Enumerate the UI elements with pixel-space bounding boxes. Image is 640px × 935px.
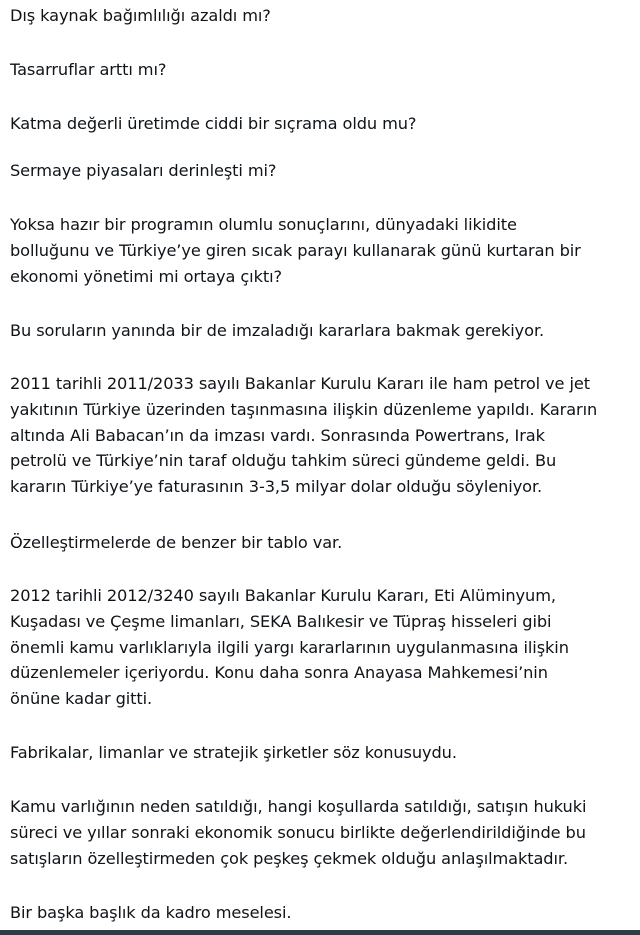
post-paragraph-3: Katma değerli üretimde ciddi bir sıçrama oldu mu? [10,114,417,133]
bottom-divider-bar [0,930,640,935]
post-paragraph-7: 2011 tarihli 2011/2033 sayılı Bakanlar Kurulu Kararı ile ham petrol ve jet yakıtının Türkiye üzerinden taşınmasına ilişkin düzenleme yapıldı. Kararın altında Ali Babacan’ın da imzası vardı. Sonrasında Powertrans, Irak petrolü ve Türkiye’nin taraf olduğu tahkim süreci gündeme geldi. Bu kararın Türkiye’ye faturasının 3-3,5 milyar dolar olduğu söyleniyor. [10,374,598,497]
post-paragraph-11: Kamu varlığının neden satıldığı, hangi koşullarda satıldığı, satışın hukuki süreci ve yıllar sonraki ekonomik sonucu birlikte değerlendirildiğinde bu satışların özelleştirmeden çok peşkeş çekmek olduğu anlaşılmaktadır. [10,797,587,868]
post-paragraph-1: Dış kaynak bağımlılığı azaldı mı? [10,6,271,25]
post-paragraph-5: Yoksa hazır bir programın olumlu sonuçlarını, dünyadaki likidite bolluğunu ve Türkiye’ye giren sıcak parayı kullanarak günü kurtaran bir ekonomi yönetimi mi ortaya çıktı? [10,215,581,286]
post-paragraph-8: Özelleştirmelerde de benzer bir tablo var. [10,533,343,552]
post-paragraph-9: 2012 tarihli 2012/3240 sayılı Bakanlar Kurulu Kararı, Eti Alüminyum, Kuşadası ve Çeşme limanları, SEKA Balıkesir ve Tüpraş hisseleri gibi önemli kamu varlıklarıyla ilgili yargı kararlarının uygulanmasına ilişkin düzenlemeler içeriyordu. Konu daha sonra Anayasa Mahkemesi’nin önüne kadar gitti. [10,586,569,709]
post-paragraph-12: Bir başka başlık da kadro meselesi. [10,903,292,922]
post-paragraph-10: Fabrikalar, limanlar ve stratejik şirketler söz konusuydu. [10,743,457,762]
post-paragraph-4: Sermaye piyasaları derinleşti mi? [10,161,277,180]
post-paragraph-6: Bu soruların yanında bir de imzaladığı kararlara bakmak gerekiyor. [10,321,545,340]
post-paragraph-2: Tasarruflar arttı mı? [10,60,167,79]
